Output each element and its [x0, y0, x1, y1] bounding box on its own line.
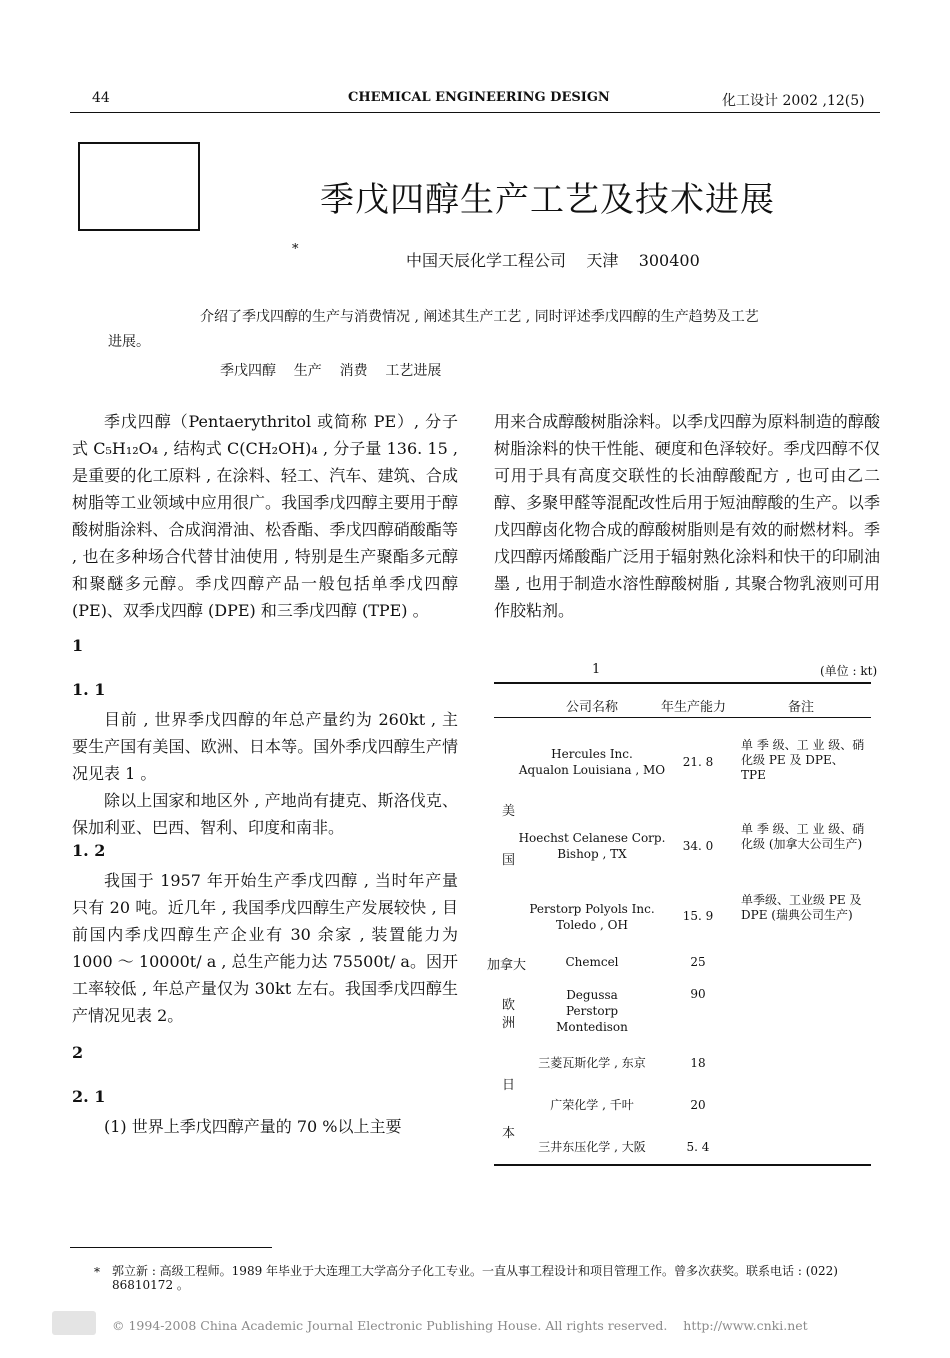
table-header-remark: 备注	[788, 700, 815, 715]
journal-title-en: CHEMICAL ENGINEERING DESIGN	[348, 90, 610, 105]
region-jp-2: 本	[502, 1126, 516, 1141]
copyright-text: © 1994-2008 China Academic Journal Electronic Publishing House. All rights reserved. http://www.cnki.net	[112, 1318, 808, 1333]
table-bottom-rule	[494, 1164, 871, 1166]
table-top-rule	[494, 682, 871, 684]
section-2-1-heading: 2. 1	[72, 1087, 106, 1106]
section-1-1-heading: 1. 1	[72, 680, 106, 699]
section-2-heading: 2	[72, 1043, 84, 1062]
table-cell-company: 三井东压化学 , 大阪	[538, 1140, 646, 1154]
section-1-heading: 1	[72, 636, 84, 655]
table-cell-remark: 单 季 级、工 业 级、硝化级 (加拿大公司生产)	[741, 822, 865, 851]
table-cell-capacity: 18	[690, 1056, 706, 1070]
empty-box	[78, 142, 200, 231]
table-cell-capacity: 34. 0	[682, 839, 714, 853]
footnote-text: 郭立新 : 高级工程师。1989 年毕业于大连理工大学高分子化工专业。一直从事工程设计和项目管理工作。曾多次获奖。联系电话 : (022) 86810172 。	[112, 1264, 838, 1292]
table-cell-remark: 单季级、工业级 PE 及 DPE (瑞典公司生产)	[741, 893, 862, 922]
table-cell-company: 广荣化学 , 千叶	[550, 1098, 634, 1112]
footnote-star: *	[94, 1265, 100, 1279]
abstract-line-2: 进展。	[108, 334, 150, 350]
table-cell-company: Chemcel	[565, 955, 619, 969]
region-canada: 加拿大	[487, 958, 527, 973]
section-1-2-paragraph: 我国于 1957 年开始生产季戊四醇 , 当时年产量只有 20 吨。近几年 , 我国季戊四醇生产发展较快 , 目前国内季戊四醇生产企业有 30 余家 , 装置能力为 1000 ～ 10000t/ a , 总生产能力达 75500t/ a。因开工率较低 , 年总产量仅为 30kt 左右。我国季戊四醇生产情况见表 2。	[72, 871, 458, 1025]
table-cell-capacity: 5. 4	[686, 1140, 710, 1154]
region-us-2: 国	[502, 853, 516, 868]
intro-paragraph: 季戊四醇（Pentaerythritol 或简称 PE）, 分子式 C₅H₁₂O₄ , 结构式 C(CH₂OH)₄ , 分子量 136. 15 , 是重要的化工原料 , 在涂料、轻工、汽车、建筑、合成树脂等工业领域中应用很广。我国季戊四醇主要用于醇酸树脂涂料、合成润滑油、松香酯、季戊四醇硝酸酯等 , 也在多种场合代替甘油使用 , 特别是生产聚酯多元醇和聚醚多元醇。季戊四醇产品一般包括单季戊四醇 (PE)、双季戊四醇 (DPE) 和三季戊四醇 (TPE) 。	[72, 412, 458, 620]
region-eu-1: 欧	[502, 998, 516, 1013]
journal-title-cn: 化工设计 2002 ,12(5)	[722, 93, 865, 109]
affiliation: 中国天辰化学工程公司 天津 300400	[406, 251, 700, 270]
table-header-company: 公司名称	[566, 700, 619, 715]
table-unit: (单位 : kt)	[820, 664, 878, 678]
table-cell-company: Degussa Perstorp Montedison	[556, 988, 628, 1034]
section-1-2-heading: 1. 2	[72, 841, 106, 860]
section-1-1-paragraph-b: 除以上国家和地区外 , 产地尚有捷克、斯洛伐克、保加利亚、巴西、智利、印度和南非。	[72, 791, 458, 837]
table-header-capacity: 年生产能力	[661, 700, 727, 715]
table-cell-company: Hoechst Celanese Corp. Bishop , TX	[518, 831, 666, 861]
table-number: 1	[592, 662, 601, 677]
header-rule	[70, 112, 880, 113]
table-cell-company: Perstorp Polyols Inc. Toledo , OH	[529, 902, 655, 932]
right-column	[494, 408, 880, 624]
table-cell-capacity: 20	[690, 1098, 706, 1112]
page-number: 44	[92, 90, 110, 106]
author-star: *	[292, 242, 299, 257]
page-title: 季戊四醇生产工艺及技术进展	[320, 180, 775, 220]
table-cell-capacity: 15. 9	[682, 909, 714, 923]
table-cell-company: Hercules Inc. Aqualon Louisiana , MO	[518, 747, 666, 777]
right-column-paragraph: 用来合成醇酸树脂涂料。以季戊四醇为原料制造的醇酸树脂涂料的快干性能、硬度和色泽较好。季戊四醇不仅可用于具有高度交联性的长油醇酸配方 , 也可由乙二醇、多聚甲醛等混配改性后用于短油醇酸的生产。以季戊四醇卤化物合成的醇酸树脂则是有效的耐燃材料。季戊四醇丙烯酸酯广泛用于辐射熟化涂料和快干的印刷油墨 , 也用于制造水溶性醇酸树脂 , 其聚合物乳液则可用作胶粘剂。	[494, 412, 880, 620]
section-1-1-paragraph-a: 目前 , 世界季戊四醇的年总产量约为 260kt , 主要生产国有美国、欧洲、日本等。国外季戊四醇生产情况见表 1 。	[72, 710, 458, 783]
region-eu-2: 洲	[502, 1016, 516, 1031]
table-cell-company: 三菱瓦斯化学 , 东京	[538, 1056, 646, 1070]
keywords: 季戊四醇 生产 消费 工艺进展	[220, 363, 442, 379]
region-us-1: 美	[502, 804, 516, 819]
table-cell-capacity: 90	[690, 987, 706, 1001]
region-jp-1: 日	[502, 1078, 516, 1093]
left-column	[72, 408, 458, 1140]
cnki-logo-icon	[52, 1311, 96, 1335]
footnote-rule	[70, 1247, 272, 1248]
table-cell-capacity: 21. 8	[682, 755, 714, 769]
section-2-1-paragraph: (1) 世界上季戊四醇产量的 70 %以上主要	[104, 1117, 402, 1136]
table-cell-capacity: 25	[690, 955, 706, 969]
table-header-rule	[494, 717, 871, 718]
abstract-line-1: 介绍了季戊四醇的生产与消费情况 , 阐述其生产工艺 , 同时评述季戊四醇的生产趋势及工艺	[200, 309, 759, 325]
table-cell-remark: 单 季 级、工 业 级、硝化级 PE 及 DPE、TPE	[741, 738, 865, 782]
